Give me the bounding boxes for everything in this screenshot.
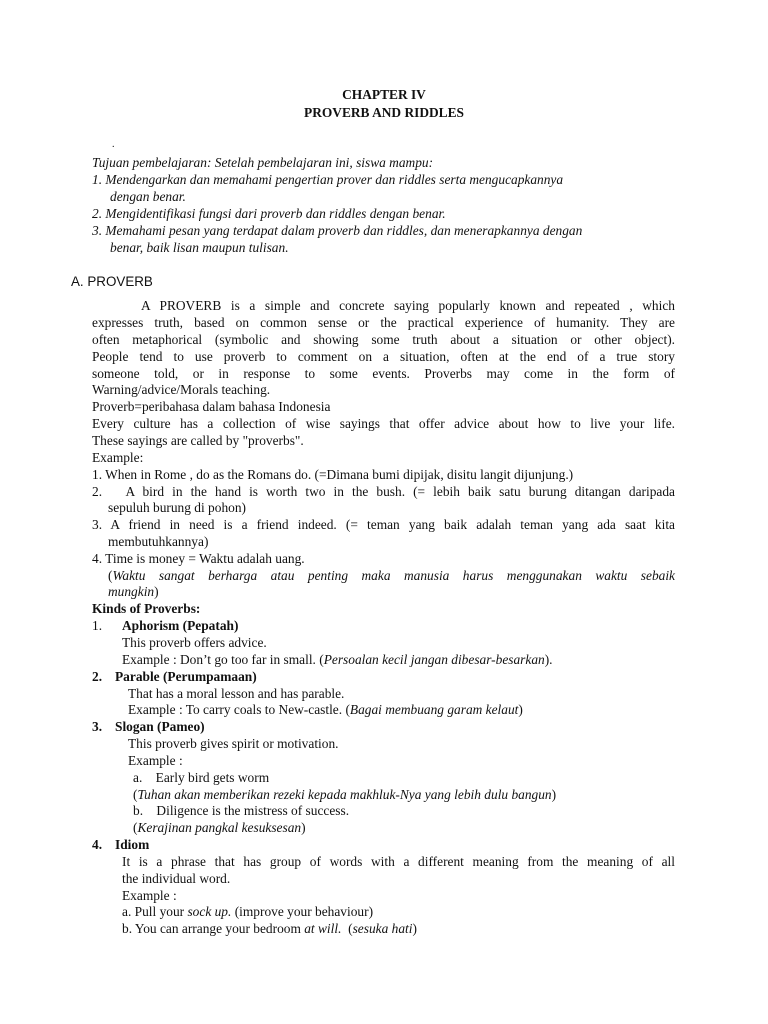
example-item-cont: membutuhkannya) bbox=[108, 534, 209, 549]
idiom-example bbox=[122, 921, 417, 938]
example-item: 4. Time is money = Waktu adalah uang. bbox=[92, 551, 305, 566]
slogan-example: b. Diligence is the mistress of success. bbox=[133, 803, 350, 818]
paren-open: ( bbox=[133, 787, 138, 802]
idiom-phrase: at will. bbox=[304, 921, 342, 936]
idiom-example bbox=[122, 904, 373, 921]
objectives-intro: Tujuan pembelajaran: Setelah pembelajaran ini, siswa mampu: bbox=[92, 155, 434, 170]
paragraph-line: often metaphorical (symbolic and showing some truth about a situation or other object). bbox=[92, 332, 675, 347]
translation-text: mungkin bbox=[108, 584, 155, 599]
kind-description: That has a moral lesson and has parable. bbox=[128, 686, 345, 701]
kind-number: 4. bbox=[92, 837, 103, 852]
objective-3: 3. Memahami pesan yang terdapat dalam proverb dan riddles, dan menerapkannya dengan bbox=[92, 223, 583, 238]
slogan-translation bbox=[133, 820, 306, 837]
paren-open: ( bbox=[108, 568, 113, 583]
paragraph-line: expresses truth, based on common sense or the practical experience of humanity. They are bbox=[92, 315, 675, 330]
example-item-translation bbox=[108, 568, 675, 585]
objective-2: 2. Mengidentifikasi fungsi dari proverb dan riddles dengan benar. bbox=[92, 206, 446, 221]
paren-close: ) bbox=[412, 921, 417, 936]
paren-close: ) bbox=[154, 584, 159, 599]
kind-number: 2. bbox=[92, 669, 103, 684]
paren-close: ) bbox=[301, 820, 306, 835]
idiom-text: a. Pull your bbox=[122, 904, 188, 919]
example-text: Example : To carry coals to New-castle. ( bbox=[128, 702, 350, 717]
translation-text: Tuhan akan memberikan rezeki kepada makhluk-Nya yang lebih dulu bangun bbox=[137, 787, 552, 802]
idiom-phrase: sock up. bbox=[187, 904, 232, 919]
kind-title: Idiom bbox=[115, 837, 150, 852]
proverb-translation: Proverb=peribahasa dalam bahasa Indonesia bbox=[92, 399, 331, 414]
kind-description-cont: the individual word. bbox=[122, 871, 231, 886]
objective-3-cont: benar, baik lisan maupun tulisan. bbox=[110, 240, 289, 255]
example-item: 3. A friend in need is a friend indeed. (= teman yang baik adalah teman yang ada saat kita bbox=[92, 517, 675, 532]
kind-title: Slogan (Pameo) bbox=[115, 719, 205, 734]
chapter-title: PROVERB AND RIDDLES bbox=[304, 105, 464, 120]
paren-close: ) bbox=[551, 787, 557, 802]
slogan-example: a. Early bird gets worm bbox=[133, 770, 270, 785]
example-label: Example: bbox=[92, 450, 144, 465]
example-item: 1. When in Rome , do as the Romans do. (=Dimana bumi dipijak, disitu langit dijunjung.) bbox=[92, 467, 574, 482]
example-item-cont: sepuluh burung di pohon) bbox=[108, 500, 246, 515]
paragraph-line: A PROVERB is a simple and concrete saying popularly known and repeated , which bbox=[141, 298, 675, 313]
slogan-translation bbox=[133, 787, 556, 804]
example-suffix: ) bbox=[518, 702, 523, 717]
chapter-label: CHAPTER IV bbox=[342, 87, 426, 102]
kind-description: It is a phrase that has group of words with a different meaning from the meaning of all bbox=[122, 854, 675, 869]
kind-title: Parable (Perumpamaan) bbox=[115, 669, 257, 684]
example-item: 2. A bird in the hand is worth two in the bush. (= lebih baik satu burung ditangan daripada bbox=[92, 484, 675, 499]
objective-1-cont: dengan benar. bbox=[110, 189, 186, 204]
example-translation: Bagai membuang garam kelaut bbox=[349, 702, 519, 717]
kind-description: This proverb gives spirit or motivation. bbox=[128, 736, 339, 751]
kind-number: 3. bbox=[92, 719, 103, 734]
idiom-meaning: sesuka hati bbox=[352, 921, 413, 936]
example-text: Example : Don’t go too far in small. ( bbox=[122, 652, 324, 667]
translation-text: Waktu sangat berharga atau penting maka manusia harus menggunakan waktu sebaik bbox=[112, 568, 675, 583]
paragraph-line: People tend to use proverb to comment on a situation, often at the end of a true story bbox=[92, 349, 675, 364]
kind-description: This proverb offers advice. bbox=[122, 635, 267, 650]
example-label: Example : bbox=[128, 753, 183, 768]
example-translation: Persoalan kecil jangan dibesar-besarkan bbox=[323, 652, 545, 667]
translation-text: Kerajinan pangkal kesuksesan bbox=[137, 820, 302, 835]
paren-open: ( bbox=[133, 820, 138, 835]
kind-title: Aphorism (Pepatah) bbox=[122, 618, 239, 633]
stray-dot: . bbox=[112, 139, 115, 150]
kind-example bbox=[128, 702, 523, 719]
example-item-translation-cont bbox=[108, 584, 159, 601]
idiom-text: b. You can arrange your bedroom bbox=[122, 921, 305, 936]
paragraph-line: Warning/advice/Morals teaching. bbox=[92, 382, 271, 397]
kinds-heading: Kinds of Proverbs: bbox=[92, 601, 201, 616]
paragraph-line: These sayings are called by "proverbs". bbox=[92, 433, 304, 448]
idiom-meaning: (improve your behaviour) bbox=[231, 904, 374, 919]
section-heading: A. PROVERB bbox=[71, 274, 153, 289]
paragraph-line: Every culture has a collection of wise sayings that offer advice about how to live your life. bbox=[92, 416, 675, 431]
example-suffix: ). bbox=[544, 652, 553, 667]
kind-example bbox=[122, 652, 553, 669]
kind-number: 1. bbox=[92, 618, 103, 633]
example-label: Example : bbox=[122, 888, 177, 903]
objective-1: 1. Mendengarkan dan memahami pengertian prover dan riddles serta mengucapkannya bbox=[92, 172, 564, 187]
paren-open: ( bbox=[341, 921, 353, 936]
paragraph-line: someone told, or in response to some events. Proverbs may come in the form of bbox=[92, 366, 675, 381]
